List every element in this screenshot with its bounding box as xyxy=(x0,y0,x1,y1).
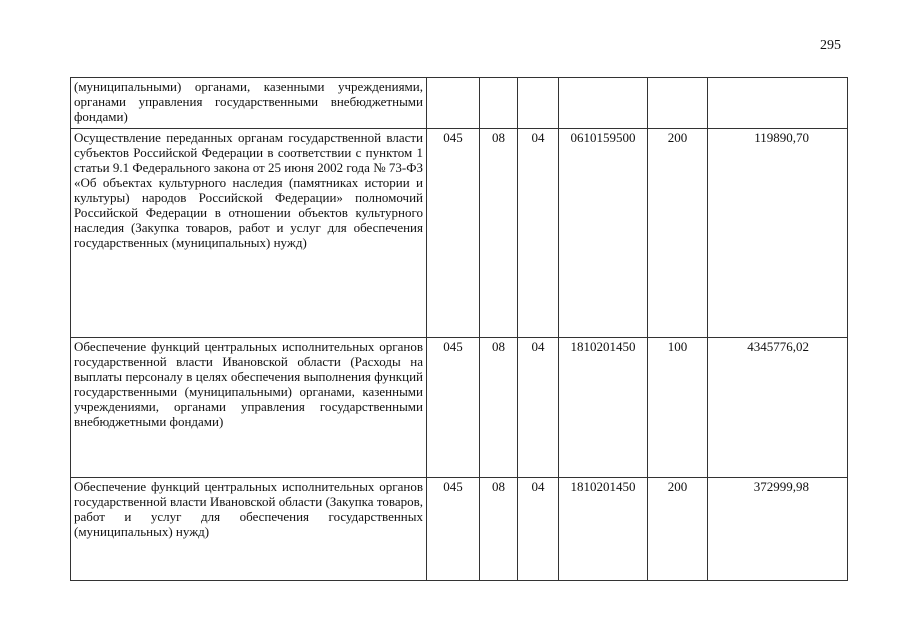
section-code-cell xyxy=(480,78,518,129)
target-article-cell: 1810201450 xyxy=(559,478,648,581)
table-row xyxy=(71,78,848,129)
table-row xyxy=(71,129,848,338)
target-article-cell: 1810201450 xyxy=(559,338,648,478)
expense-type-cell xyxy=(648,78,708,129)
target-article-cell: 0610159500 xyxy=(559,129,648,338)
admin-code-cell: 045 xyxy=(427,478,480,581)
amount-cell: 4345776,02 xyxy=(708,338,848,478)
expense-type-cell: 200 xyxy=(648,478,708,581)
table-row xyxy=(71,338,848,478)
row-description: (муниципальными) органами, казенными учреждениями, органами управления государственными внебюджетными фондами) xyxy=(71,78,427,129)
section-code-cell: 08 xyxy=(480,129,518,338)
subsection-code-cell xyxy=(518,78,559,129)
target-article-cell xyxy=(559,78,648,129)
amount-cell: 119890,70 xyxy=(708,129,848,338)
subsection-code-cell: 04 xyxy=(518,129,559,338)
admin-code-cell: 045 xyxy=(427,129,480,338)
amount-cell xyxy=(708,78,848,129)
row-description: Осуществление переданных органам государственной власти субъектов Российской Федерации в соответствии с пунктом 1 статьи 9.1 Федерального закона от 25 июня 2002 года № 73-ФЗ «Об объектах культурного наследия (памятниках истории и культуры) народов Российской Федерации» полномочий Российской Федерации в отношении объектов культурного наследия (Закупка товаров, работ и услуг для обеспечения государственных (муниципальных) нужд) xyxy=(71,129,427,338)
budget-table xyxy=(70,77,848,581)
subsection-code-cell: 04 xyxy=(518,478,559,581)
row-description: Обеспечение функций центральных исполнительных органов государственной власти Ивановской области (Закупка товаров, работ и услуг для обеспечения государственных (муниципальных) нужд) xyxy=(71,478,427,581)
section-code-cell: 08 xyxy=(480,338,518,478)
table-row xyxy=(71,478,848,581)
row-description: Обеспечение функций центральных исполнительных органов государственной власти Ивановской области (Расходы на выплаты персоналу в целях обеспечения выполнения функций государственными (муниципальными) органами, казенными учреждениями, органами управления государственными внебюджетными фондами) xyxy=(71,338,427,478)
amount-cell: 372999,98 xyxy=(708,478,848,581)
subsection-code-cell: 04 xyxy=(518,338,559,478)
expense-type-cell: 200 xyxy=(648,129,708,338)
section-code-cell: 08 xyxy=(480,478,518,581)
admin-code-cell: 045 xyxy=(427,338,480,478)
admin-code-cell xyxy=(427,78,480,129)
expense-type-cell: 100 xyxy=(648,338,708,478)
page-number: 295 xyxy=(820,38,841,53)
